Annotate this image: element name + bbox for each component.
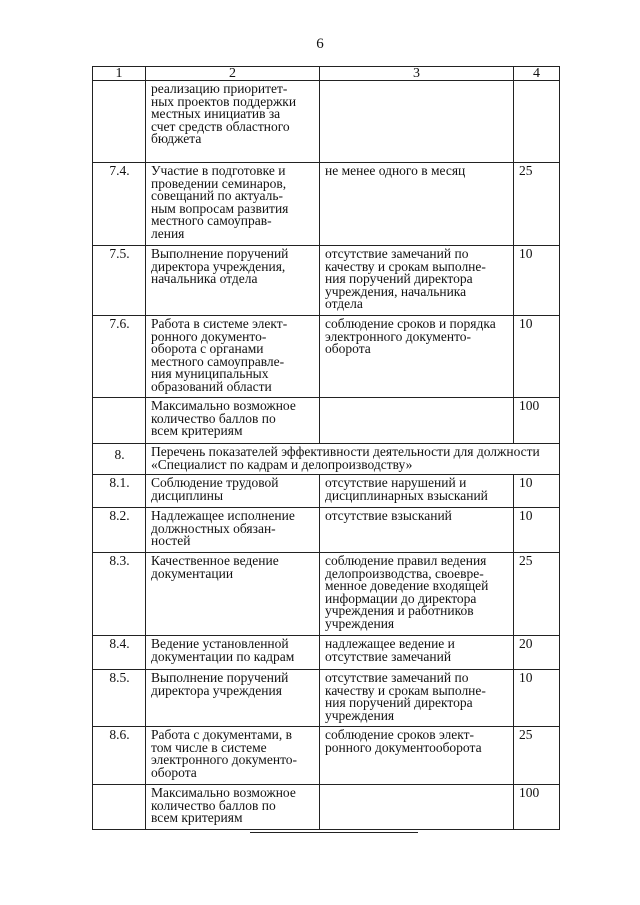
row-number: 8.2. (93, 508, 146, 553)
row-number: 8.4. (93, 636, 146, 670)
score-cell: 10 (514, 475, 560, 508)
header-cell-3: 3 (320, 67, 514, 81)
indicator-cell: отсутствие замечаний по качеству и срокам выполне- ния поручений директора учреждения, начальника отдела (320, 246, 514, 316)
table-row (93, 475, 560, 508)
indicator-cell: надлежащее ведение и отсутствие замечаний (320, 636, 514, 670)
section-number: 8. (93, 444, 146, 475)
score-cell: 20 (514, 636, 560, 670)
header-cell-1: 1 (93, 67, 146, 81)
score-cell: 100 (514, 398, 560, 444)
table-row (93, 508, 560, 553)
score-cell: 25 (514, 727, 560, 785)
criterion-cell: Надлежащее исполнение должностных обязан- ностей (146, 508, 320, 553)
indicator-cell: отсутствие нарушений и дисциплинарных взысканий (320, 475, 514, 508)
row-number (93, 398, 146, 444)
table-row (93, 163, 560, 246)
row-number: 7.6. (93, 316, 146, 398)
criterion-cell: Максимально возможное количество баллов по всем критериям (146, 398, 320, 444)
criteria-table-body (93, 67, 560, 830)
table-row (93, 785, 560, 830)
table-row (93, 81, 560, 163)
indicator-cell: не менее одного в месяц (320, 163, 514, 246)
closing-line (250, 832, 418, 833)
score-cell: 100 (514, 785, 560, 830)
criterion-cell: реализацию приоритет- ных проектов поддержки местных инициатив за счет средств областного бюджета (146, 81, 320, 163)
criterion-cell: Выполнение поручений директора учреждения, начальника отдела (146, 246, 320, 316)
score-cell: 10 (514, 670, 560, 727)
score-cell: 10 (514, 316, 560, 398)
row-number: 7.5. (93, 246, 146, 316)
indicator-cell (320, 398, 514, 444)
table-row (93, 636, 560, 670)
row-number (93, 81, 146, 163)
score-cell: 10 (514, 246, 560, 316)
indicator-cell: соблюдение правил ведения делопроизводства, своевре- менное доведение входящей информации до директора учреждения и работников учреждения (320, 553, 514, 636)
row-number: 8.3. (93, 553, 146, 636)
score-cell (514, 81, 560, 163)
indicator-cell: отсутствие замечаний по качеству и срокам выполне- ния поручений директора учреждения (320, 670, 514, 727)
score-cell: 25 (514, 553, 560, 636)
row-number: 8.6. (93, 727, 146, 785)
row-number: 8.5. (93, 670, 146, 727)
indicator-cell: соблюдение сроков и порядка электронного документо- оборота (320, 316, 514, 398)
table-row (93, 398, 560, 444)
header-cell-4: 4 (514, 67, 560, 81)
row-number (93, 785, 146, 830)
criterion-cell: Работа с документами, в том числе в системе электронного документо- оборота (146, 727, 320, 785)
indicator-cell: соблюдение сроков элект- ронного документооборота (320, 727, 514, 785)
table-header-row (93, 67, 560, 81)
indicator-cell (320, 785, 514, 830)
table-row (93, 670, 560, 727)
criterion-cell: Участие в подготовке и проведении семинаров, совещаний по актуаль- ным вопросам развития местного самоуправ- ления (146, 163, 320, 246)
row-number: 7.4. (93, 163, 146, 246)
indicator-cell: отсутствие взысканий (320, 508, 514, 553)
indicator-cell (320, 81, 514, 163)
table-row (93, 727, 560, 785)
section-row (93, 444, 560, 475)
score-cell: 25 (514, 163, 560, 246)
criterion-cell: Ведение установленной документации по кадрам (146, 636, 320, 670)
header-cell-2: 2 (146, 67, 320, 81)
criterion-cell: Соблюдение трудовой дисциплины (146, 475, 320, 508)
table-row (93, 316, 560, 398)
criterion-cell: Работа в системе элект- ронного документо- оборота с органами местного самоуправле- ния муниципальных образований области (146, 316, 320, 398)
criterion-cell: Выполнение поручений директора учреждения (146, 670, 320, 727)
criterion-cell: Максимально возможное количество баллов по всем критериям (146, 785, 320, 830)
score-cell: 10 (514, 508, 560, 553)
table-row (93, 246, 560, 316)
page-number: 6 (316, 36, 324, 52)
criterion-cell: Качественное ведение документации (146, 553, 320, 636)
row-number: 8.1. (93, 475, 146, 508)
section-title: Перечень показателей эффективности деятельности для должности «Специалист по кадрам и делопроизводству» (146, 444, 560, 475)
table-row (93, 553, 560, 636)
criteria-table (92, 66, 560, 830)
